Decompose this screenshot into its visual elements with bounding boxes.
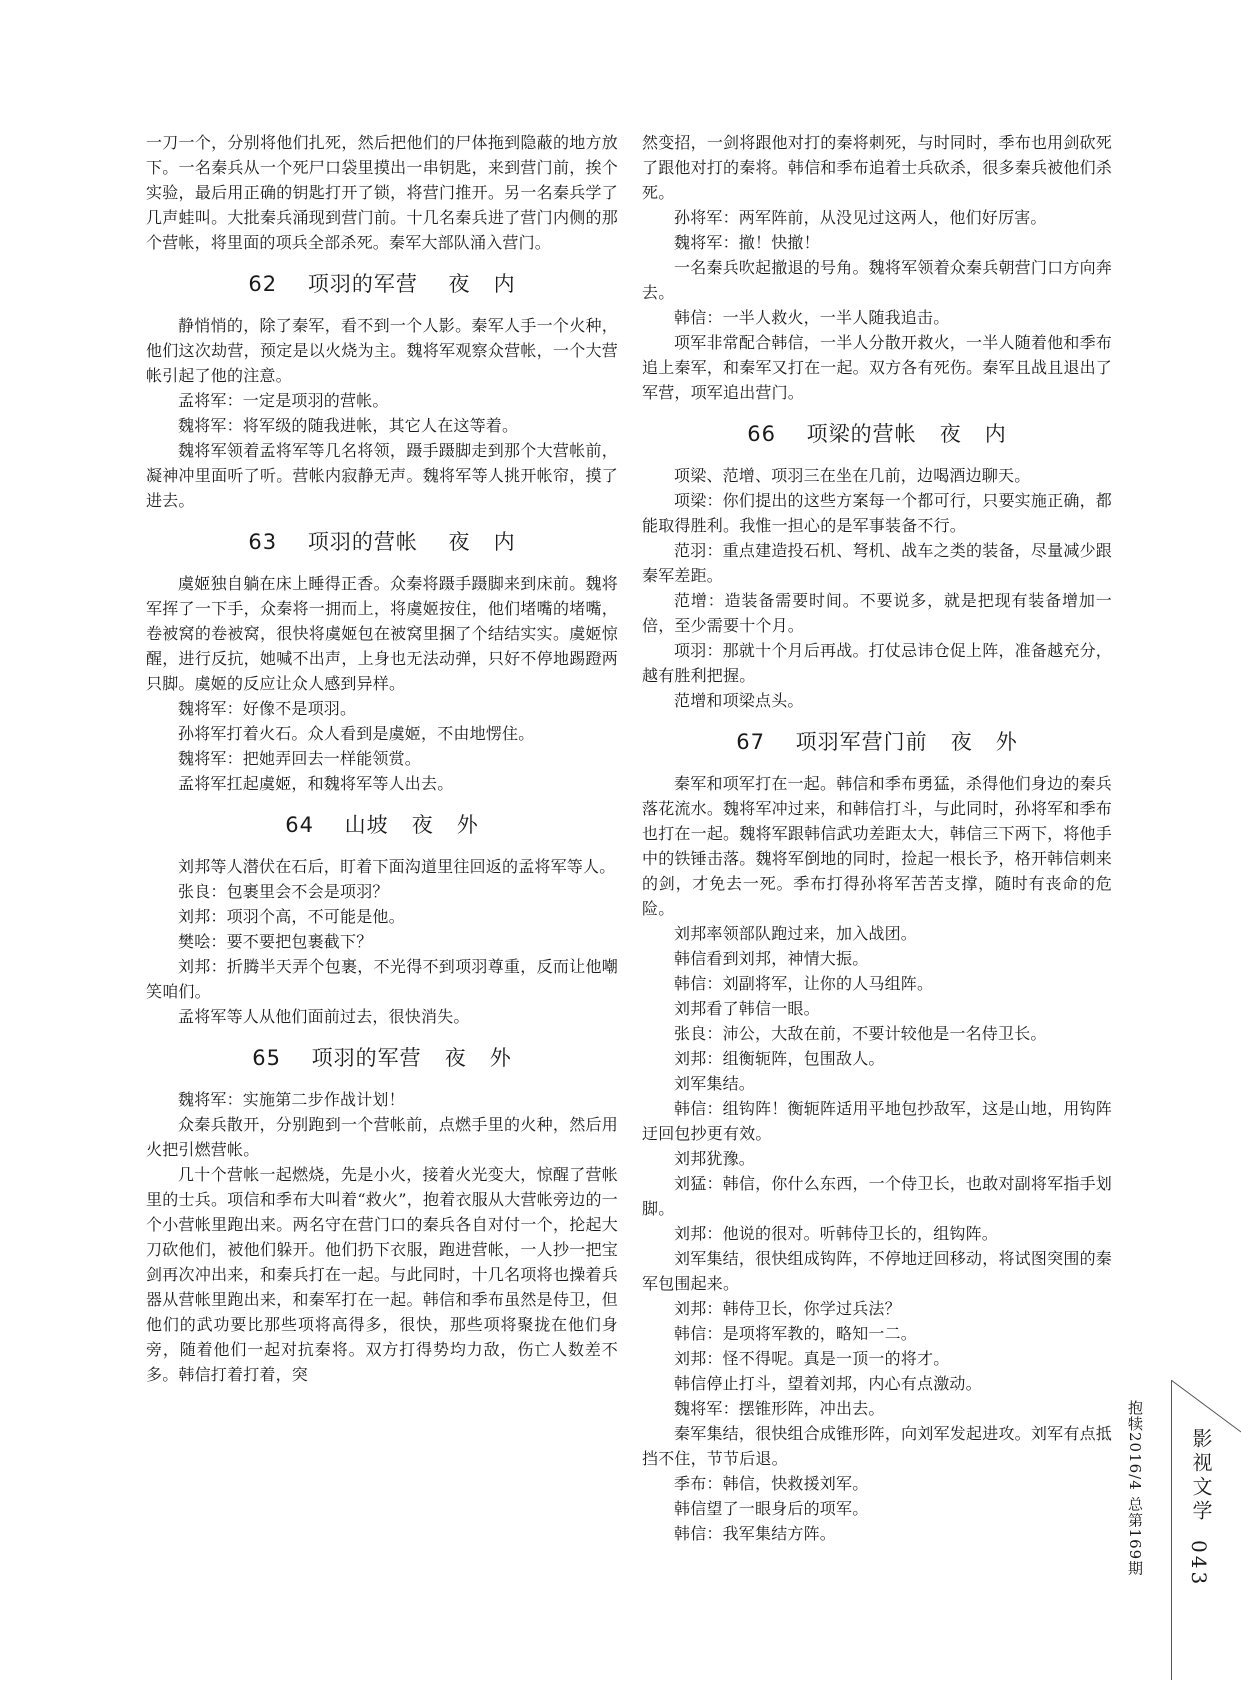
scene-heading: 63 项羽的营帐 夜 内 bbox=[248, 530, 516, 554]
paragraph: 刘邦：项羽个高，不可能是他。 bbox=[178, 907, 405, 926]
paragraph: 刘猛：韩信，你什么东西，一个侍卫长，也敢对副将军指手划脚。 bbox=[642, 1174, 1112, 1218]
paragraph: 范增和项梁点头。 bbox=[674, 691, 804, 710]
paragraph: 张良：沛公，大敌在前，不要计较他是一名侍卫长。 bbox=[674, 1024, 1047, 1043]
paragraph: 魏将军：撤！快撤！ bbox=[674, 233, 820, 252]
paragraph: 然变招，一剑将跟他对打的秦将刺死，与时同时，季布也用剑砍死了跟他对打的秦将。韩信和季布追着士兵砍杀，很多秦兵被他们杀死。 bbox=[642, 133, 1112, 202]
paragraph: 范羽：重点建造投石机、弩机、战车之类的装备，尽量减少跟秦军差距。 bbox=[642, 541, 1112, 585]
page-number: 043 bbox=[1187, 1540, 1211, 1588]
right-column bbox=[642, 130, 1112, 1546]
paragraph: 刘邦看了韩信一眼。 bbox=[674, 999, 820, 1018]
paragraph: 韩信：一半人救火，一半人随我追击。 bbox=[674, 308, 950, 327]
paragraph: 韩信：刘副将军，让你的人马组阵。 bbox=[674, 974, 934, 993]
paragraph: 虞姬独自躺在床上睡得正香。众秦将蹑手蹑脚来到床前。魏将军挥了一下手，众秦将一拥而上，将虞姬按住，他们堵嘴的堵嘴，卷被窝的卷被窝，很快将虞姬包在被窝里捆了个结结实实。虞姬惊醒，进行反抗，她喊不出声，上身也无法动弹，只好不停地踢蹬两只脚。虞姬的反应让众人感到异样。 bbox=[146, 574, 618, 693]
scene-heading: 66 项梁的营帐 夜 内 bbox=[747, 422, 1007, 446]
issue-info: 抱犊2016/4 总第169期 bbox=[1126, 1400, 1144, 1577]
paragraph: 韩信停止打斗，望着刘邦，内心有点激动。 bbox=[674, 1374, 982, 1393]
paragraph: 孙将军打着火石。众人看到是虞姬，不由地愣住。 bbox=[178, 724, 535, 743]
paragraph: 韩信：我军集结方阵。 bbox=[674, 1524, 837, 1543]
paragraph: 范增：造装备需要时间。不要说多，就是把现有装备增加一倍，至少需要十个月。 bbox=[642, 591, 1112, 635]
left-column bbox=[146, 130, 618, 1387]
paragraph: 魏将军：摆锥形阵，冲出去。 bbox=[674, 1399, 885, 1418]
paragraph: 刘邦犹豫。 bbox=[674, 1149, 756, 1168]
magazine-title: 影视文学 bbox=[1189, 1428, 1213, 1524]
paragraph: 孟将军扛起虞姬，和魏将军等人出去。 bbox=[178, 774, 454, 793]
paragraph: 静悄悄的，除了秦军，看不到一个人影。秦军人手一个火种，他们这次劫营，预定是以火烧为主。魏将军观察众营帐，一个大营帐引起了他的注意。 bbox=[146, 316, 618, 385]
paragraph: 韩信看到刘邦，神情大振。 bbox=[674, 949, 869, 968]
paragraph: 韩信望了一眼身后的项军。 bbox=[674, 1499, 869, 1518]
paragraph: 魏将军：实施第二步作战计划！ bbox=[178, 1090, 405, 1109]
paragraph: 季布：韩信，快救援刘军。 bbox=[674, 1474, 869, 1493]
paragraph: 刘军集结，很快组成钩阵，不停地迂回移动，将试图突围的秦军包围起来。 bbox=[642, 1249, 1112, 1293]
paragraph: 项羽：那就十个月后再战。打仗忌讳仓促上阵，准备越充分，越有胜利把握。 bbox=[642, 641, 1112, 685]
scene-heading: 65 项羽的军营 夜 外 bbox=[252, 1046, 512, 1070]
paragraph: 樊哙：要不要把包裹截下？ bbox=[178, 932, 373, 951]
scene-heading: 62 项羽的军营 夜 内 bbox=[248, 272, 516, 296]
paragraph: 魏将军：把她弄回去一样能领赏。 bbox=[178, 749, 422, 768]
paragraph: 张良：包裹里会不会是项羽？ bbox=[178, 882, 389, 901]
paragraph: 项军非常配合韩信，一半人分散开救火，一半人随着他和季布追上秦军，和秦军又打在一起。双方各有死伤。秦军且战且退出了军营，项军追出营门。 bbox=[642, 333, 1112, 402]
paragraph: 几十个营帐一起燃烧，先是小火，接着火光变大，惊醒了营帐里的士兵。项信和季布大叫着“救火”，抱着衣服从大营帐旁边的一个小营帐里跑出来。两名守在营门口的秦兵各自对付一个，抡起大刀砍他们，被他们躲开。他们扔下衣服，跑进营帐，一人抄一把宝剑再次冲出来，和秦兵打在一起。与此同时，十几名项将也操着兵器从营帐里跑出来，和秦军打在一起。韩信和季布虽然是侍卫，但他们的武功要比那些项将高得多，很快，那些项将聚拢在他们身旁，随着他们一起对抗秦将。双方打得势均力敌，伤亡人数差不多。韩信打着打着，突 bbox=[146, 1165, 618, 1384]
paragraph: 项梁、范增、项羽三在坐在几前，边喝酒边聊天。 bbox=[674, 466, 1031, 485]
paragraph: 孟将军：一定是项羽的营帐。 bbox=[178, 391, 389, 410]
paragraph: 刘邦：韩侍卫长，你学过兵法？ bbox=[674, 1299, 901, 1318]
paragraph: 刘军集结。 bbox=[674, 1074, 756, 1093]
paragraph: 众秦兵散开，分别跑到一个营帐前，点燃手里的火种，然后用火把引燃营帐。 bbox=[146, 1115, 618, 1159]
paragraph: 刘邦等人潜伏在石后，盯着下面沟道里往回返的孟将军等人。 bbox=[178, 857, 616, 876]
paragraph: 孟将军等人从他们面前过去，很快消失。 bbox=[178, 1007, 470, 1026]
paragraph: 孙将军：两军阵前，从没见过这两人，他们好厉害。 bbox=[674, 208, 1047, 227]
paragraph: 韩信：组钩阵！衡轭阵适用平地包抄敌军，这是山地，用钩阵迂回包抄更有效。 bbox=[642, 1099, 1112, 1143]
paragraph: 韩信：是项将军教的，略知一二。 bbox=[674, 1324, 918, 1343]
page-footer-sidebar bbox=[1125, 1380, 1235, 1680]
scene-heading: 64 山坡 夜 外 bbox=[285, 813, 479, 837]
paragraph: 刘邦：组衡轭阵，包围敌人。 bbox=[674, 1049, 885, 1068]
paragraph: 刘邦率领部队跑过来，加入战团。 bbox=[674, 924, 918, 943]
paragraph: 一刀一个，分别将他们扎死，然后把他们的尸体拖到隐蔽的地方放下。一名秦兵从一个死尸口袋里摸出一串钥匙，来到营门前，挨个实验，最后用正确的钥匙打开了锁，将营门推开。另一名秦兵学了几声蛙叫。大批秦兵涌现到营门前。十几名秦兵进了营门内侧的那个营帐，将里面的项兵全部杀死。秦军大部队涌入营门。 bbox=[146, 133, 618, 252]
paragraph: 刘邦：折腾半天弄个包裹，不光得不到项羽尊重，反而让他嘲笑咱们。 bbox=[146, 957, 618, 1001]
scene-heading: 67 项羽军营门前 夜 外 bbox=[736, 730, 1018, 754]
paragraph: 秦军和项军打在一起。韩信和季布勇猛，杀得他们身边的秦兵落花流水。魏将军冲过来，和韩信打斗，与此同时，孙将军和季布也打在一起。魏将军跟韩信武功差距太大，韩信三下两下，将他手中的铁锤击落。魏将军倒地的同时，捡起一根长予，格开韩信刺来的剑，才免去一死。季布打得孙将军苦苦支撑，随时有丧命的危险。 bbox=[642, 774, 1112, 918]
paragraph: 刘邦：怪不得呢。真是一顶一的将才。 bbox=[674, 1349, 950, 1368]
paragraph: 刘邦：他说的很对。听韩侍卫长的，组钩阵。 bbox=[674, 1224, 999, 1243]
paragraph: 魏将军：好像不是项羽。 bbox=[178, 699, 357, 718]
paragraph: 秦军集结，很快组合成锥形阵，向刘军发起进攻。刘军有点抵挡不住，节节后退。 bbox=[642, 1424, 1112, 1468]
paragraph: 项梁：你们提出的这些方案每一个都可行，只要实施正确，都能取得胜利。我惟一担心的是军事装备不行。 bbox=[642, 491, 1112, 535]
paragraph: 魏将军领着孟将军等几名将领，蹑手蹑脚走到那个大营帐前，凝神冲里面听了听。营帐内寂静无声。魏将军等人挑开帐帘，摸了进去。 bbox=[146, 441, 618, 510]
paragraph: 一名秦兵吹起撤退的号角。魏将军领着众秦兵朝营门口方向奔去。 bbox=[642, 258, 1112, 302]
paragraph: 魏将军：将军级的随我进帐，其它人在这等着。 bbox=[178, 416, 519, 435]
